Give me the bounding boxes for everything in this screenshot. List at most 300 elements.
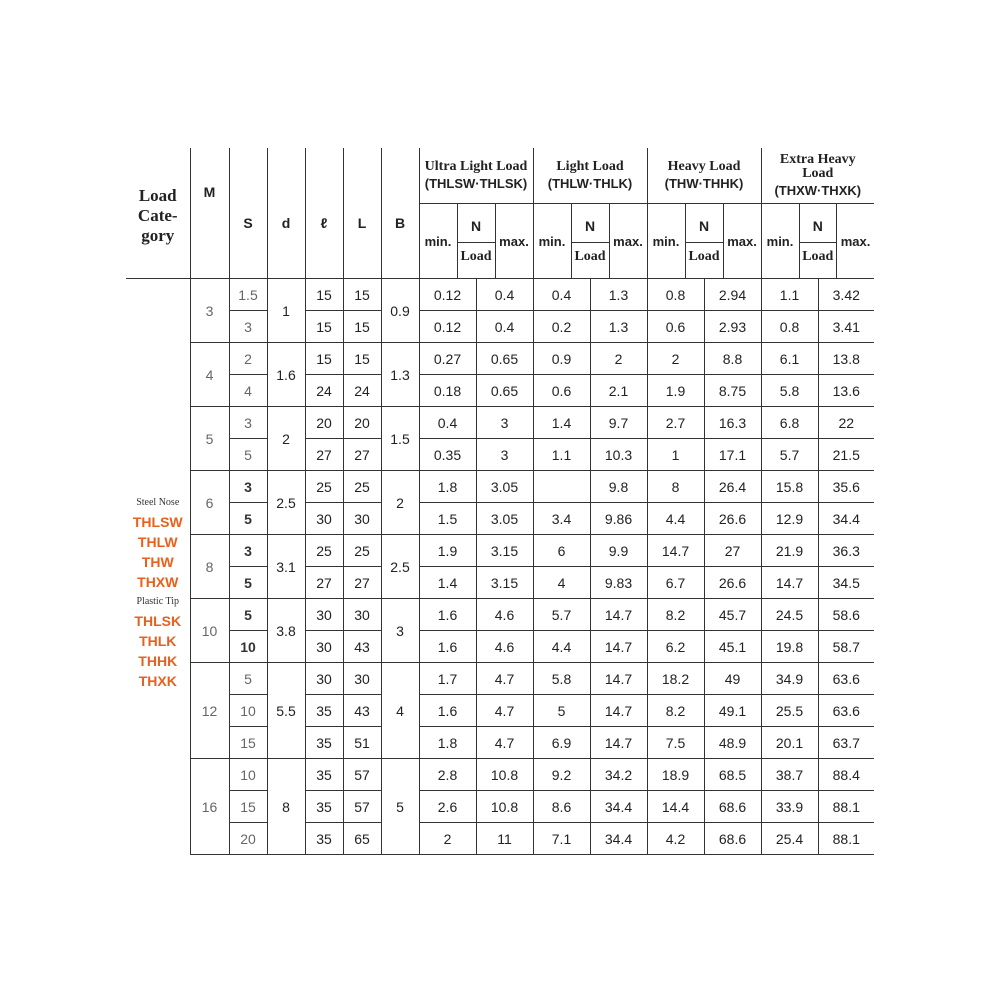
s-cell: 15	[229, 791, 267, 823]
l-cell: 15	[343, 343, 381, 375]
load-category-cell	[126, 279, 190, 855]
max-label: max.	[840, 233, 871, 249]
max-load-cell: 13.8	[818, 343, 874, 375]
max-load-cell: 22	[818, 407, 874, 439]
load-label: Load	[574, 248, 606, 264]
unit-n: N	[470, 217, 482, 234]
divider	[572, 242, 609, 243]
divider	[458, 242, 495, 243]
min-load-cell: 6.9	[533, 727, 590, 759]
min-load-cell: 1.7	[419, 663, 476, 695]
table-row	[126, 535, 874, 567]
s-cell: 2	[229, 343, 267, 375]
l-script-cell: 27	[305, 567, 343, 599]
table-row	[126, 823, 874, 855]
min-load-cell: 1.1	[761, 279, 818, 311]
l-script-cell: 30	[305, 599, 343, 631]
l-cell: 15	[343, 279, 381, 311]
max-load-cell: 3.05	[476, 503, 533, 535]
s-cell: 5	[229, 567, 267, 599]
max-load-cell: 0.65	[476, 343, 533, 375]
load-spec-table	[126, 148, 874, 855]
min-load-cell: 6.1	[761, 343, 818, 375]
group-title: Light Load	[556, 159, 624, 174]
l-script-cell: 30	[305, 663, 343, 695]
max-load-cell: 2.1	[590, 375, 647, 407]
group-header-heavy	[647, 148, 761, 204]
unit-load-label	[457, 204, 496, 278]
min-load-cell: 0.8	[761, 311, 818, 343]
min-load-cell: 34.9	[761, 663, 818, 695]
l-script-cell: 35	[305, 695, 343, 727]
min-load-cell: 6.7	[647, 567, 704, 599]
min-load-cell: 5.7	[533, 599, 590, 631]
max-load-cell: 34.2	[590, 759, 647, 791]
min-load-cell: 24.5	[761, 599, 818, 631]
b-cell: 2	[381, 471, 419, 535]
m-cell: 3	[190, 279, 229, 343]
b-cell: 2.5	[381, 535, 419, 599]
max-load-cell: 2.93	[704, 311, 761, 343]
m-cell: 8	[190, 535, 229, 599]
min-load-cell: 19.8	[761, 631, 818, 663]
max-load-cell: 88.1	[818, 823, 874, 855]
b-cell: 4	[381, 663, 419, 759]
unit-n: N	[584, 217, 596, 234]
l-script-cell: 24	[305, 375, 343, 407]
min-load-cell: 9.2	[533, 759, 590, 791]
max-load-cell: 14.7	[590, 727, 647, 759]
table-row	[126, 343, 874, 375]
max-load-cell: 14.7	[590, 631, 647, 663]
min-load-cell: 5.8	[533, 663, 590, 695]
max-load-cell: 9.7	[590, 407, 647, 439]
col-header-b: B	[381, 148, 419, 279]
max-load-cell: 14.7	[590, 663, 647, 695]
table-row	[126, 791, 874, 823]
min-load-cell: 1.6	[419, 631, 476, 663]
group-header-light	[533, 148, 647, 204]
table-row	[126, 375, 874, 407]
group-title: Extra Heavy Load	[779, 152, 856, 181]
s-cell: 3	[229, 471, 267, 503]
table-row	[126, 279, 874, 311]
max-load-cell: 0.4	[476, 279, 533, 311]
min-load-cell: 5.7	[761, 439, 818, 471]
s-cell: 3	[229, 535, 267, 567]
l-cell: 25	[343, 535, 381, 567]
max-load-cell: 45.1	[704, 631, 761, 663]
max-load-cell: 14.7	[590, 599, 647, 631]
max-load-cell: 35.6	[818, 471, 874, 503]
max-load-cell: 13.6	[818, 375, 874, 407]
l-script-cell: 30	[305, 631, 343, 663]
max-load-cell: 63.6	[818, 663, 874, 695]
steel-code: THXW	[137, 573, 179, 590]
unit-n: N	[698, 217, 710, 234]
s-cell: 1.5	[229, 279, 267, 311]
group-title: Ultra Light Load	[424, 159, 528, 174]
l-script-cell: 20	[305, 407, 343, 439]
unit-load-label	[799, 204, 838, 278]
col-header-m: M	[190, 148, 229, 279]
max-load-cell: 3.05	[476, 471, 533, 503]
table-row	[126, 439, 874, 471]
min-load-cell: 1.9	[647, 375, 704, 407]
table-row	[126, 663, 874, 695]
s-cell: 4	[229, 375, 267, 407]
group-title: Heavy Load	[667, 159, 741, 174]
l-cell: 51	[343, 727, 381, 759]
min-load-cell: 1.6	[419, 599, 476, 631]
s-cell: 5	[229, 439, 267, 471]
d-cell: 2.5	[267, 471, 305, 535]
table-row	[126, 311, 874, 343]
table-row	[126, 567, 874, 599]
s-cell: 5	[229, 503, 267, 535]
m-cell: 4	[190, 343, 229, 407]
load-label: Load	[460, 248, 492, 264]
max-load-cell: 49	[704, 663, 761, 695]
min-load-cell: 14.7	[647, 535, 704, 567]
min-load-cell: 1.8	[419, 727, 476, 759]
l-script-cell: 35	[305, 759, 343, 791]
max-load-cell: 88.4	[818, 759, 874, 791]
l-script-cell: 35	[305, 823, 343, 855]
max-label: max.	[613, 233, 643, 249]
max-load-cell: 10.8	[476, 791, 533, 823]
d-cell: 3.1	[267, 535, 305, 599]
min-load-cell: 0.12	[419, 279, 476, 311]
max-load-cell: 0.4	[476, 311, 533, 343]
s-cell: 5	[229, 663, 267, 695]
min-load-cell: 38.7	[761, 759, 818, 791]
group-code: (THLSW·THLSK)	[424, 176, 528, 191]
l-cell: 57	[343, 791, 381, 823]
plastic-code: THLK	[139, 632, 177, 649]
max-load-cell: 36.3	[818, 535, 874, 567]
min-load-cell: 2.7	[647, 407, 704, 439]
l-cell: 30	[343, 599, 381, 631]
s-cell: 3	[229, 407, 267, 439]
steel-nose-label: Steel Nose	[136, 496, 180, 508]
group-header-ultra-light	[419, 148, 533, 204]
max-load-cell: 2.94	[704, 279, 761, 311]
max-load-cell: 3.15	[476, 535, 533, 567]
table-row	[126, 471, 874, 503]
max-load-cell: 9.9	[590, 535, 647, 567]
min-load-cell: 0.27	[419, 343, 476, 375]
min-label: min.	[766, 233, 794, 249]
min-load-cell: 2	[419, 823, 476, 855]
table-row	[126, 695, 874, 727]
l-cell: 27	[343, 567, 381, 599]
min-load-cell: 33.9	[761, 791, 818, 823]
max-load-cell: 48.9	[704, 727, 761, 759]
l-cell: 43	[343, 695, 381, 727]
l-script-cell: 35	[305, 727, 343, 759]
s-cell: 3	[229, 311, 267, 343]
min-load-cell: 1	[647, 439, 704, 471]
col-header-d: d	[267, 148, 305, 279]
l-cell: 27	[343, 439, 381, 471]
min-load-cell: 7.5	[647, 727, 704, 759]
max-load-cell: 21.5	[818, 439, 874, 471]
s-cell: 15	[229, 727, 267, 759]
min-load-cell: 6.8	[761, 407, 818, 439]
l-script-cell: 30	[305, 503, 343, 535]
table-row	[126, 631, 874, 663]
min-load-cell: 14.7	[761, 567, 818, 599]
d-cell: 1.6	[267, 343, 305, 407]
max-load-cell: 49.1	[704, 695, 761, 727]
min-load-cell: 5.8	[761, 375, 818, 407]
min-load-cell: 25.4	[761, 823, 818, 855]
min-load-cell: 0.6	[647, 311, 704, 343]
min-load-cell: 0.4	[533, 279, 590, 311]
steel-code: THLW	[137, 533, 178, 550]
l-cell: 43	[343, 631, 381, 663]
l-script-cell: 27	[305, 439, 343, 471]
max-label: max.	[727, 233, 757, 249]
plastic-code: THHK	[138, 652, 178, 669]
load-label: Load	[802, 248, 834, 264]
min-label: min.	[424, 233, 452, 249]
s-cell: 5	[229, 599, 267, 631]
b-cell: 0.9	[381, 279, 419, 343]
min-load-cell: 3.4	[533, 503, 590, 535]
min-load-cell: 8	[647, 471, 704, 503]
divider	[686, 242, 723, 243]
b-cell: 1.3	[381, 343, 419, 407]
min-load-cell: 2.6	[419, 791, 476, 823]
min-max-header	[419, 204, 533, 279]
max-load-cell: 16.3	[704, 407, 761, 439]
max-load-cell: 3.42	[818, 279, 874, 311]
l-script-cell: 35	[305, 791, 343, 823]
min-load-cell: 4	[533, 567, 590, 599]
l-script-cell: 15	[305, 343, 343, 375]
min-load-cell: 1.8	[419, 471, 476, 503]
max-load-cell: 88.1	[818, 791, 874, 823]
l-cell: 24	[343, 375, 381, 407]
s-cell: 10	[229, 631, 267, 663]
max-load-cell: 63.7	[818, 727, 874, 759]
max-load-cell: 4.6	[476, 631, 533, 663]
min-load-cell: 6	[533, 535, 590, 567]
d-cell: 1	[267, 279, 305, 343]
b-cell: 5	[381, 759, 419, 855]
s-cell: 20	[229, 823, 267, 855]
max-load-cell: 68.6	[704, 823, 761, 855]
min-max-header	[533, 204, 647, 279]
l-script-cell: 15	[305, 279, 343, 311]
max-load-cell: 1.3	[590, 311, 647, 343]
d-cell: 3.8	[267, 599, 305, 663]
min-load-cell	[533, 471, 590, 503]
max-load-cell: 8.75	[704, 375, 761, 407]
col-header-s: S	[229, 148, 267, 279]
min-load-cell: 6.2	[647, 631, 704, 663]
plastic-code: THXK	[138, 672, 177, 689]
max-load-cell: 26.4	[704, 471, 761, 503]
max-load-cell: 1.3	[590, 279, 647, 311]
col-header-l-script: ℓ	[305, 148, 343, 279]
max-load-cell: 3.15	[476, 567, 533, 599]
max-load-cell: 9.83	[590, 567, 647, 599]
min-load-cell: 1.4	[419, 567, 476, 599]
min-load-cell: 2.8	[419, 759, 476, 791]
unit-n: N	[812, 217, 823, 234]
min-load-cell: 0.12	[419, 311, 476, 343]
max-load-cell: 10.3	[590, 439, 647, 471]
min-load-cell: 0.35	[419, 439, 476, 471]
min-load-cell: 1.4	[533, 407, 590, 439]
min-load-cell: 0.8	[647, 279, 704, 311]
l-cell: 15	[343, 311, 381, 343]
table-row	[126, 599, 874, 631]
min-max-header	[647, 204, 761, 279]
unit-load-label	[571, 204, 610, 278]
max-load-cell: 9.86	[590, 503, 647, 535]
max-label: max.	[499, 233, 529, 249]
min-load-cell: 8.6	[533, 791, 590, 823]
max-load-cell: 63.6	[818, 695, 874, 727]
max-load-cell: 58.7	[818, 631, 874, 663]
max-load-cell: 4.7	[476, 695, 533, 727]
min-label: min.	[538, 233, 566, 249]
max-load-cell: 26.6	[704, 503, 761, 535]
min-load-cell: 1.5	[419, 503, 476, 535]
min-max-header	[761, 204, 874, 279]
table-row	[126, 407, 874, 439]
col-header-l: L	[343, 148, 381, 279]
max-load-cell: 3.41	[818, 311, 874, 343]
min-load-cell: 20.1	[761, 727, 818, 759]
min-load-cell: 21.9	[761, 535, 818, 567]
min-load-cell: 1.6	[419, 695, 476, 727]
load-category-line-3: gory	[141, 226, 175, 245]
min-load-cell: 5	[533, 695, 590, 727]
min-load-cell: 25.5	[761, 695, 818, 727]
s-cell: 10	[229, 695, 267, 727]
min-load-cell: 15.8	[761, 471, 818, 503]
max-load-cell: 58.6	[818, 599, 874, 631]
max-load-cell: 11	[476, 823, 533, 855]
load-category-header	[126, 148, 190, 279]
max-load-cell: 10.8	[476, 759, 533, 791]
table-row	[126, 759, 874, 791]
max-load-cell: 8.8	[704, 343, 761, 375]
max-load-cell: 4.7	[476, 727, 533, 759]
min-load-cell: 18.2	[647, 663, 704, 695]
min-load-cell: 0.2	[533, 311, 590, 343]
group-header-extra-heavy	[761, 148, 874, 204]
m-cell: 6	[190, 471, 229, 535]
max-load-cell: 68.5	[704, 759, 761, 791]
l-cell: 25	[343, 471, 381, 503]
max-load-cell: 3	[476, 439, 533, 471]
b-cell: 1.5	[381, 407, 419, 471]
l-cell: 30	[343, 663, 381, 695]
load-category-line-2: Cate-	[137, 206, 178, 225]
load-category-line-1: Load	[138, 186, 177, 205]
m-cell: 10	[190, 599, 229, 663]
max-load-cell: 34.4	[590, 791, 647, 823]
min-load-cell: 14.4	[647, 791, 704, 823]
l-script-cell: 25	[305, 471, 343, 503]
m-cell: 12	[190, 663, 229, 759]
min-load-cell: 0.18	[419, 375, 476, 407]
max-load-cell: 45.7	[704, 599, 761, 631]
min-load-cell: 4.4	[533, 631, 590, 663]
max-load-cell: 68.6	[704, 791, 761, 823]
min-load-cell: 1.1	[533, 439, 590, 471]
d-cell: 8	[267, 759, 305, 855]
max-load-cell: 4.6	[476, 599, 533, 631]
l-cell: 30	[343, 503, 381, 535]
min-load-cell: 0.4	[419, 407, 476, 439]
min-load-cell: 0.6	[533, 375, 590, 407]
m-cell: 5	[190, 407, 229, 471]
l-cell: 65	[343, 823, 381, 855]
plastic-tip-label: Plastic Tip	[136, 595, 180, 607]
m-cell: 16	[190, 759, 229, 855]
steel-code: THLSW	[132, 513, 183, 530]
min-load-cell: 2	[647, 343, 704, 375]
s-cell: 10	[229, 759, 267, 791]
min-label: min.	[652, 233, 680, 249]
min-load-cell: 4.2	[647, 823, 704, 855]
max-load-cell: 26.6	[704, 567, 761, 599]
l-script-cell: 15	[305, 311, 343, 343]
max-load-cell: 14.7	[590, 695, 647, 727]
min-load-cell: 7.1	[533, 823, 590, 855]
group-code: (THLW·THLK)	[547, 176, 633, 191]
group-code: (THXW·THXK)	[774, 183, 862, 198]
max-load-cell: 34.4	[590, 823, 647, 855]
b-cell: 3	[381, 599, 419, 663]
max-load-cell: 2	[590, 343, 647, 375]
table-row	[126, 503, 874, 535]
max-load-cell: 4.7	[476, 663, 533, 695]
steel-code: THW	[141, 553, 174, 570]
min-load-cell: 1.9	[419, 535, 476, 567]
l-cell: 20	[343, 407, 381, 439]
table-row	[126, 727, 874, 759]
min-load-cell: 18.9	[647, 759, 704, 791]
max-load-cell: 34.4	[818, 503, 874, 535]
plastic-code: THLSK	[134, 612, 182, 629]
d-cell: 5.5	[267, 663, 305, 759]
d-cell: 2	[267, 407, 305, 471]
min-load-cell: 0.9	[533, 343, 590, 375]
max-load-cell: 34.5	[818, 567, 874, 599]
load-label: Load	[688, 248, 720, 264]
min-load-cell: 8.2	[647, 599, 704, 631]
group-code: (THW·THHK)	[664, 176, 744, 191]
divider	[800, 242, 837, 243]
max-load-cell: 0.65	[476, 375, 533, 407]
max-load-cell: 3	[476, 407, 533, 439]
max-load-cell: 17.1	[704, 439, 761, 471]
max-load-cell: 9.8	[590, 471, 647, 503]
l-script-cell: 25	[305, 535, 343, 567]
min-load-cell: 4.4	[647, 503, 704, 535]
min-load-cell: 8.2	[647, 695, 704, 727]
max-load-cell: 27	[704, 535, 761, 567]
unit-load-label	[685, 204, 724, 278]
